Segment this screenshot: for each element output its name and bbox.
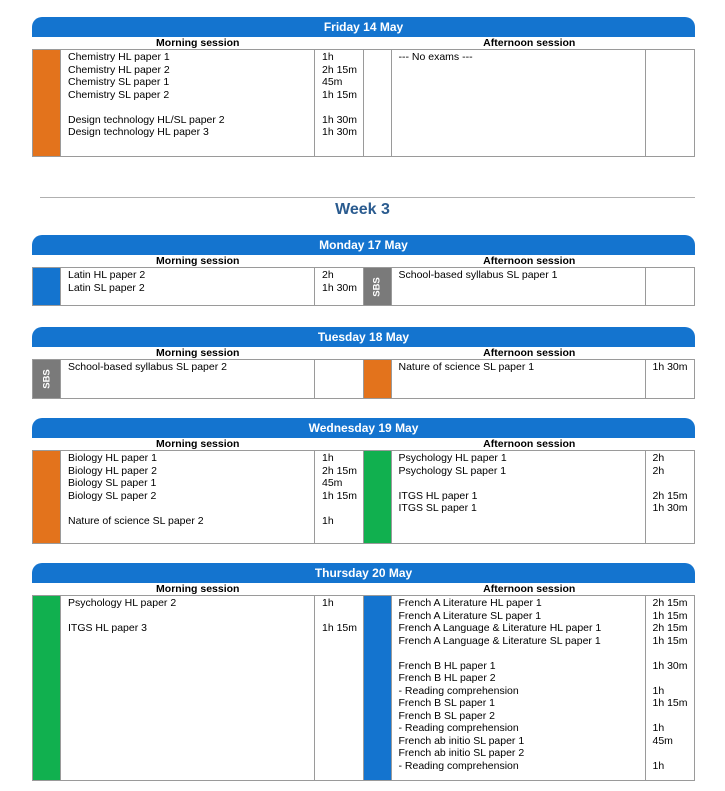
exam-paper-name: French A Language & Literature HL paper 1 xyxy=(398,622,602,634)
exam-papers-column xyxy=(392,268,646,305)
afternoon-cell xyxy=(364,268,695,305)
exam-durations-column xyxy=(315,451,363,543)
exam-duration: 2h 15m xyxy=(322,464,358,477)
morning-cell xyxy=(33,50,364,156)
exam-papers-column xyxy=(392,50,646,156)
exam-paper-name: ITGS HL paper 3 xyxy=(68,622,147,634)
exam-duration: 1h 15m xyxy=(322,489,358,502)
day-title: Tuesday 18 May xyxy=(32,327,695,347)
morning-session-label: Morning session xyxy=(32,438,364,451)
day-table-wednesday xyxy=(32,418,695,544)
morning-cell xyxy=(33,360,364,398)
exam-papers-column xyxy=(392,596,646,780)
exam-duration: 1h xyxy=(322,51,334,63)
exam-duration: 1h xyxy=(322,597,334,609)
exam-paper-name xyxy=(399,477,645,490)
exam-duration: 2h xyxy=(322,269,334,281)
exam-paper-name: Psychology HL paper 1 xyxy=(398,452,507,464)
subject-group-color-bar xyxy=(33,596,61,780)
exam-durations-column xyxy=(646,451,695,543)
exam-durations-column xyxy=(646,596,695,780)
exam-duration: 1h 15m xyxy=(652,609,688,622)
exam-duration: 2h xyxy=(652,452,665,464)
exam-paper-name: Design technology HL/SL paper 2 xyxy=(68,113,225,126)
day-title: Wednesday 19 May xyxy=(32,418,695,438)
morning-session-label: Morning session xyxy=(32,37,364,50)
exam-papers-column xyxy=(61,50,315,156)
day-table-thursday xyxy=(32,563,695,781)
afternoon-cell xyxy=(364,50,695,156)
exam-paper-name: Nature of science SL paper 2 xyxy=(68,514,204,527)
exam-paper-name: Psychology SL paper 1 xyxy=(398,464,507,477)
subject-group-color-bar xyxy=(33,451,61,543)
exam-duration: 2h xyxy=(652,464,665,477)
exam-duration: 1h 30m xyxy=(322,281,358,294)
exam-paper-name: Chemistry SL paper 2 xyxy=(68,88,170,101)
exam-paper-name: Nature of science SL paper 1 xyxy=(398,361,535,373)
exam-paper-name xyxy=(68,502,314,515)
exam-paper-name: ITGS SL paper 1 xyxy=(398,502,477,514)
morning-session-label: Morning session xyxy=(32,255,364,268)
exam-duration: 1h 15m xyxy=(322,622,358,634)
exam-durations-column xyxy=(646,360,695,398)
exam-paper-name: French B SL paper 1 xyxy=(398,697,495,709)
exam-paper-name: Biology SL paper 1 xyxy=(68,477,157,489)
day-title: Monday 17 May xyxy=(32,235,695,255)
exam-durations-column xyxy=(646,50,695,156)
subject-group-color-bar xyxy=(33,50,61,156)
exam-papers-column xyxy=(61,268,315,305)
day-table-monday xyxy=(32,235,695,306)
exam-paper-name: French B HL paper 2 xyxy=(398,672,496,684)
subject-group-color-bar xyxy=(33,360,61,398)
exam-paper-name: French A Literature SL paper 1 xyxy=(398,609,542,622)
exam-duration xyxy=(322,361,363,374)
exam-paper-name: Biology HL paper 1 xyxy=(68,452,157,464)
exam-paper-name: French A Language & Literature SL paper 1 xyxy=(398,634,601,647)
exam-paper-name: Chemistry HL paper 1 xyxy=(68,51,170,63)
afternoon-cell xyxy=(364,451,695,543)
exam-duration: 1h 15m xyxy=(652,634,688,647)
exam-papers-column xyxy=(61,451,315,543)
exam-paper-name: French B HL paper 1 xyxy=(398,659,496,672)
exam-paper-name: - Reading comprehension xyxy=(398,722,519,734)
exam-duration: 1h 30m xyxy=(652,361,688,373)
exam-paper-name: Biology SL paper 2 xyxy=(68,489,157,502)
exam-durations-column xyxy=(315,360,363,398)
exam-paper-name: French ab initio SL paper 1 xyxy=(398,734,525,747)
subject-group-color-bar xyxy=(364,596,392,780)
exam-paper-name: Latin HL paper 2 xyxy=(68,269,146,281)
afternoon-cell xyxy=(364,596,695,780)
afternoon-session-label: Afternoon session xyxy=(364,37,696,50)
exam-paper-name: French B SL paper 2 xyxy=(398,709,495,722)
subject-group-color-bar xyxy=(364,268,392,305)
subject-group-color-bar xyxy=(364,451,392,543)
exam-paper-name: - Reading comprehension xyxy=(398,684,519,697)
exam-paper-name xyxy=(68,101,314,114)
morning-cell xyxy=(33,596,364,780)
exam-duration: 2h 15m xyxy=(652,489,688,502)
morning-cell xyxy=(33,451,364,543)
exam-duration: 1h xyxy=(322,514,334,527)
exam-duration xyxy=(322,101,363,114)
exam-paper-name: ITGS HL paper 1 xyxy=(398,489,478,502)
day-title: Friday 14 May xyxy=(32,17,695,37)
exam-duration xyxy=(653,710,695,723)
exam-duration: 2h 15m xyxy=(652,597,688,609)
exam-duration: 1h xyxy=(652,684,665,697)
exam-duration: 1h 15m xyxy=(322,88,358,101)
subject-group-color-bar xyxy=(364,50,392,156)
exam-paper-name: School-based syllabus SL paper 1 xyxy=(398,269,558,281)
exam-duration xyxy=(322,502,363,515)
sbs-badge: SBS xyxy=(41,369,52,389)
exam-paper-name: Latin SL paper 2 xyxy=(68,281,145,294)
exam-duration xyxy=(653,647,695,660)
subject-group-color-bar xyxy=(364,360,392,398)
exam-duration xyxy=(653,269,695,282)
subject-group-color-bar xyxy=(33,268,61,305)
afternoon-session-label: Afternoon session xyxy=(364,255,696,268)
morning-session-label: Morning session xyxy=(32,583,364,596)
exam-duration: 1h xyxy=(652,759,665,772)
exam-papers-column xyxy=(392,451,646,543)
day-table-friday xyxy=(32,17,695,157)
exam-paper-name: French A Literature HL paper 1 xyxy=(398,597,542,609)
exam-durations-column xyxy=(315,268,363,305)
exam-duration: 2h 15m xyxy=(322,63,358,76)
exam-duration xyxy=(653,477,695,490)
exam-paper-name: --- No exams --- xyxy=(398,51,473,63)
exam-duration: 1h 30m xyxy=(652,659,688,672)
afternoon-session-label: Afternoon session xyxy=(364,347,696,360)
exam-paper-name: - Reading comprehension xyxy=(398,759,519,772)
exam-paper-name: Chemistry SL paper 1 xyxy=(68,76,170,88)
afternoon-session-label: Afternoon session xyxy=(364,583,696,596)
week-heading: Week 3 xyxy=(335,201,390,218)
exam-duration: 1h 30m xyxy=(322,126,358,138)
exam-paper-name: French ab initio SL paper 2 xyxy=(398,747,525,759)
exam-papers-column xyxy=(61,596,315,780)
exam-duration xyxy=(653,747,695,760)
exam-paper-name: Psychology HL paper 2 xyxy=(68,597,177,609)
exam-duration: 1h 30m xyxy=(322,113,358,126)
exam-paper-name: Design technology HL paper 3 xyxy=(68,126,209,138)
exam-duration: 1h xyxy=(322,452,334,464)
exam-duration: 1h 30m xyxy=(652,502,688,514)
day-title: Thursday 20 May xyxy=(32,563,695,583)
morning-session-label: Morning session xyxy=(32,347,364,360)
exam-paper-name xyxy=(68,610,314,623)
exam-durations-column xyxy=(646,268,695,305)
section-divider xyxy=(40,197,695,198)
exam-duration xyxy=(322,610,363,623)
exam-duration: 1h 15m xyxy=(652,697,688,709)
exam-duration: 45m xyxy=(322,477,343,489)
afternoon-cell xyxy=(364,360,695,398)
exam-paper-name: Chemistry HL paper 2 xyxy=(68,63,170,76)
exam-duration: 1h xyxy=(652,722,665,734)
exam-papers-column xyxy=(61,360,315,398)
exam-duration: 2h 15m xyxy=(652,622,688,634)
sbs-badge: SBS xyxy=(371,276,383,297)
exam-paper-name: Biology HL paper 2 xyxy=(68,464,157,477)
exam-duration xyxy=(653,672,695,685)
exam-durations-column xyxy=(315,50,363,156)
morning-cell xyxy=(33,268,364,305)
exam-papers-column xyxy=(392,360,646,398)
exam-paper-name: School-based syllabus SL paper 2 xyxy=(68,361,227,373)
exam-duration: 45m xyxy=(322,76,343,88)
exam-duration xyxy=(653,51,695,64)
exam-paper-name xyxy=(399,647,645,660)
exam-duration: 45m xyxy=(652,734,673,747)
exam-durations-column xyxy=(315,596,363,780)
day-table-tuesday xyxy=(32,327,695,399)
afternoon-session-label: Afternoon session xyxy=(364,438,696,451)
